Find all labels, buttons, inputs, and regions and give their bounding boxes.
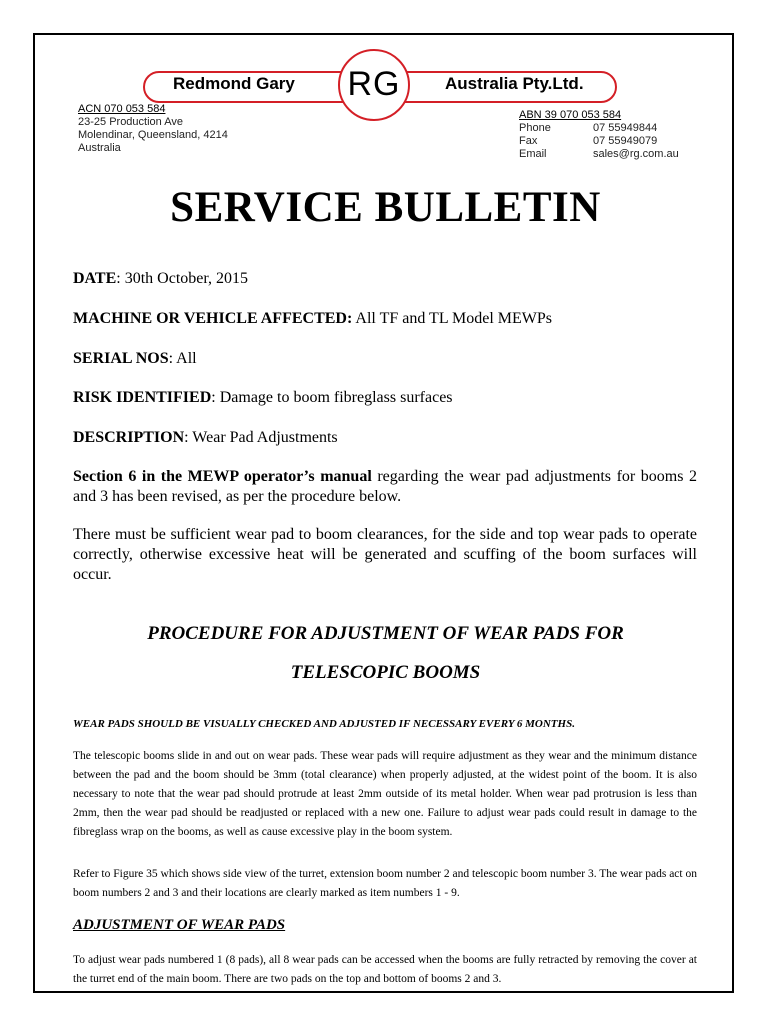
contact-row-phone	[519, 122, 679, 135]
procedure-title-line-1: PROCEDURE FOR ADJUSTMENT OF WEAR PADS FOR	[147, 623, 624, 644]
warning-text: WEAR PADS SHOULD BE VISUALLY CHECKED AND ADJUSTED IF NECESSARY EVERY 6 MONTHS.	[73, 718, 575, 730]
risk-value: : Damage to boom fibreglass surfaces	[211, 389, 453, 406]
fax-label: Fax	[519, 135, 538, 147]
procedure-paragraph-3: To adjust wear pads numbered 1 (8 pads), all 8 wear pads can be accessed when the booms are fully retracted by removing the cover at the turret end of the main boom. There are two pads on the top and bottom of booms 2 and 3.	[73, 954, 697, 985]
machine-field	[73, 310, 552, 328]
machine-label: MACHINE OR VEHICLE AFFECTED:	[73, 310, 353, 327]
serial-field	[73, 350, 197, 368]
adjustment-sub-heading: ADJUSTMENT OF WEAR PADS	[73, 917, 286, 933]
logo-circle	[338, 49, 410, 121]
description-field	[73, 429, 338, 447]
contact-row-fax	[519, 135, 679, 148]
address-line-2: Molendinar, Queensland, 4214	[78, 129, 228, 141]
section-rest-text: regarding the wear pad adjustments for booms 2 and 3 has been revised, as per the procedure below.	[73, 468, 697, 505]
machine-value: All TF and TL Model MEWPs	[352, 310, 553, 327]
serial-value: : All	[168, 350, 197, 367]
date-value: : 30th October, 2015	[116, 270, 249, 287]
description-label: DESCRIPTION	[73, 429, 185, 446]
logo-left-text: Redmond Gary	[173, 74, 295, 93]
phone-value: 07 55949844	[593, 122, 658, 134]
risk-field	[73, 389, 453, 407]
address-left	[78, 103, 228, 155]
risk-label: RISK IDENTIFIED	[73, 389, 212, 406]
date-field	[73, 270, 248, 288]
abn-number: ABN 39 070 053 584	[519, 109, 622, 121]
procedure-title-line-2: TELESCOPIC BOOMS	[290, 662, 481, 683]
serial-label: SERIAL NOS	[73, 350, 169, 367]
date-label: DATE	[73, 270, 117, 287]
logo-right-text: Australia Pty.Ltd.	[445, 74, 584, 93]
email-value: sales@rg.com.au	[593, 148, 679, 160]
description-value: : Wear Pad Adjustments	[184, 429, 338, 446]
contact-row-email	[519, 148, 679, 161]
address-right	[519, 109, 679, 161]
address-line-3: Australia	[78, 142, 121, 154]
email-label: Email	[519, 148, 547, 160]
section-paragraph	[73, 467, 697, 507]
clearance-paragraph: There must be sufficient wear pad to boom clearances, for the side and top wear pads to operate correctly, otherwise excessive heat will be generated and scuffing of the boom surfaces will occur.	[73, 526, 697, 583]
fax-value: 07 55949079	[593, 135, 658, 147]
logo-rg-text: RG	[347, 65, 401, 103]
procedure-paragraph-2: Refer to Figure 35 which shows side view of the turret, extension boom number 2 and telescopic boom number 3. The wear pads act on boom numbers 2 and 3 and their locations are clearly marked as item numbers 1 - 9.	[73, 868, 697, 899]
section-bold-text: Section 6 in the MEWP operator’s manual	[73, 468, 372, 485]
procedure-paragraph-1: The telescopic booms slide in and out on wear pads. These wear pads will require adjustment as they wear and the minimum distance between the pad and the boom should be 3mm (total clearance) when properly adjusted, at the widest point of the boom. It is also necessary to note that the wear pad should protrude at least 2mm outside of its metal holder. When wear pad protrusion is less than 2mm, then the wear pad should be readjusted or replaced with a new one. Failure to adjust wear pads could result in damage to the fibreglass wrap on the booms, as well as cause excessive play in the boom system.	[73, 750, 697, 838]
page-frame	[33, 33, 734, 993]
acn-number: ACN 070 053 584	[78, 103, 166, 115]
phone-label: Phone	[519, 122, 551, 134]
address-line-1: 23-25 Production Ave	[78, 116, 183, 128]
page-title: SERVICE BULLETIN	[170, 184, 601, 231]
